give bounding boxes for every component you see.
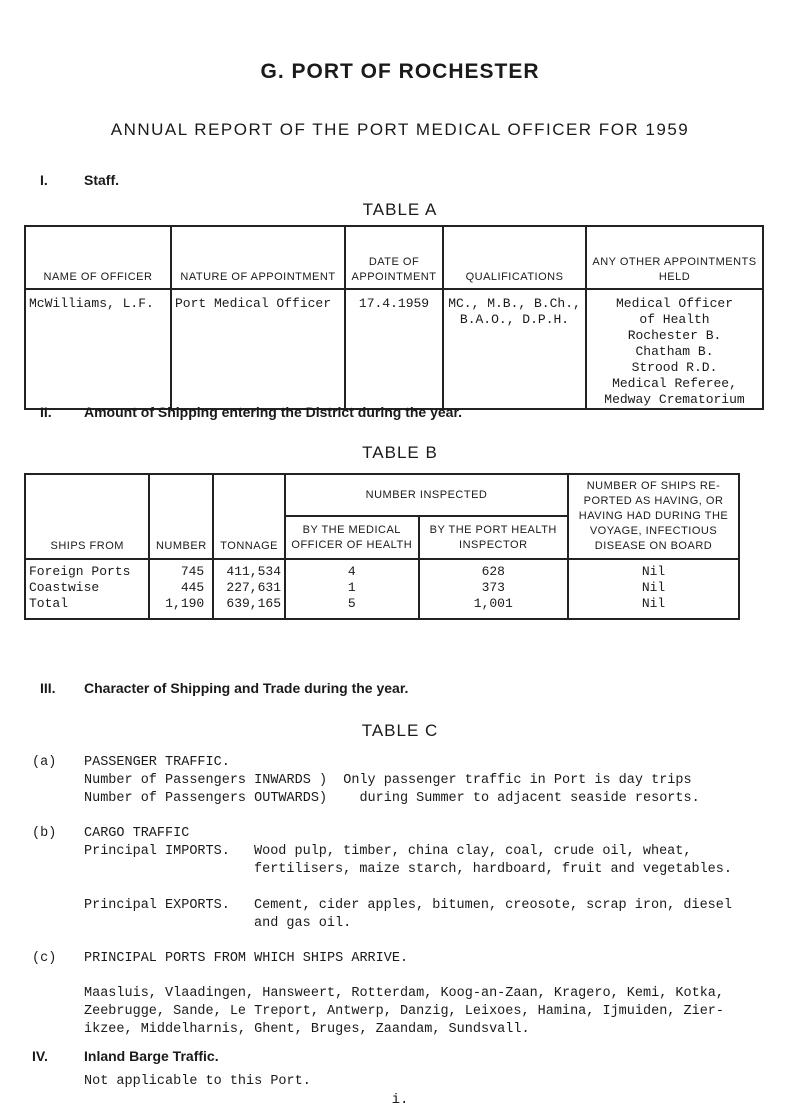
header-name-of-officer: NAME OF OFFICER [25,226,171,289]
number-foreign: 745 [180,564,205,579]
header-number-inspected: NUMBER INSPECTED [285,474,568,516]
section-number: II. [40,404,52,420]
ports-line-1: Maasluis, Vlaadingen, Hansweert, Rotterdam, Koog-an-Zaan, Kragero, Kemi, Kotka, [84,986,725,1001]
page-title: G. PORT OF ROCHESTER [260,60,540,83]
principal-ports-heading: PRINCIPAL PORTS FROM WHICH SHIPS ARRIVE. [84,951,409,966]
section-inland-heading [32,1048,219,1064]
item-a-mark: (a) [32,755,57,770]
tonnage-column [213,559,285,619]
section-title: Character of Shipping and Trade during the year. [84,680,409,696]
section-title: Inland Barge Traffic. [84,1048,219,1064]
table-a-header-row [25,226,763,289]
inland-barge-text: Not applicable to this Port. [84,1074,311,1089]
header-date-of-appointment: DATE OF APPOINTMENT [345,226,443,289]
header-ships-from: SHIPS FROM [25,474,149,559]
officer-name: McWilliams, L.F. [25,289,171,409]
table-b-body [25,559,739,619]
tonnage-foreign: 411,534 [226,564,282,579]
header-by-port-health-inspector: BY THE PORT HEALTH INSPECTOR [419,516,569,559]
other-appointment-line: Strood R.D. [631,360,718,375]
exports-label: Principal EXPORTS. [84,898,230,913]
reported-foreign: Nil [641,564,666,579]
reported-total: Nil [641,596,666,611]
other-appointment-line: Chatham B. [635,344,714,359]
table-row [25,289,763,409]
header-infectious-reported: NUMBER OF SHIPS RE-PORTED AS HAVING, OR HAVING HAD DURING THE VOYAGE, INFECTIOUS DISEASE ON BOARD [568,474,739,559]
imports-line-1: Wood pulp, timber, china clay, coal, crude oil, wheat, [254,844,692,859]
phi-inspected-column [419,559,569,619]
header-other-appointments: ANY OTHER APPOINTMENTS HELD [586,226,763,289]
imports-label: Principal IMPORTS. [84,844,230,859]
number-coastwise: 445 [180,580,205,595]
mo-inspected-total: 5 [347,596,356,611]
item-b-mark: (b) [32,826,57,841]
section-title: Staff. [84,172,119,188]
phi-inspected-total: 1,001 [473,596,513,611]
table-c-label: TABLE C [361,721,439,740]
exports-line-1: Cement, cider apples, bitumen, creosote, scrap iron, diesel [254,898,732,913]
header-by-medical-officer: BY THE MEDICAL OFFICER OF HEALTH [285,516,419,559]
item-c-mark: (c) [32,951,57,966]
passenger-traffic-heading: PASSENGER TRAFFIC. [84,755,230,770]
cargo-traffic-heading: CARGO TRAFFIC [84,826,190,841]
other-appointment-line: Medway Crematorium [604,392,745,407]
header-number: NUMBER [149,474,213,559]
section-title: Amount of Shipping entering the District during the year. [84,404,463,420]
ships-from-coastwise: Coastwise [29,580,100,595]
section-staff-heading [40,172,119,188]
section-number: III. [40,680,56,696]
ships-from-total: Total [29,596,69,611]
table-a-label: TABLE A [362,200,438,219]
section-number: I. [40,172,48,188]
section-shipping-heading [40,404,462,420]
ports-line-3: ikzee, Middelharnis, Ghent, Bruges, Zaandam, Sundsvall. [84,1022,530,1037]
other-appointment-line: Medical Officer [615,296,734,311]
ships-from-column [25,559,149,619]
tonnage-coastwise: 227,631 [226,580,282,595]
tonnage-total: 639,165 [226,596,282,611]
table-b-header-row-1 [25,474,739,516]
mo-inspected-column [285,559,419,619]
other-appointment-line: of Health [639,312,710,327]
imports-line-2: fertilisers, maize starch, hardboard, fruit and vegetables. [254,862,732,877]
ports-line-2: Zeebrugge, Sande, Le Treport, Antwerp, Danzig, Leixoes, Hamina, Ijmuiden, Zier- [84,1004,725,1019]
number-column [149,559,213,619]
page-number: i. [391,1092,409,1108]
other-appointment-line: Medical Referee, [612,376,737,391]
reported-coastwise: Nil [641,580,666,595]
header-qualifications: QUALIFICATIONS [443,226,586,289]
mo-inspected-coastwise: 1 [347,580,356,595]
mo-inspected-foreign: 4 [347,564,356,579]
appointment-date: 17.4.1959 [345,289,443,409]
phi-inspected-foreign: 628 [481,564,505,579]
other-appointments [586,289,763,409]
number-total: 1,190 [165,596,205,611]
report-subtitle: ANNUAL REPORT OF THE PORT MEDICAL OFFICER FOR 1959 [110,120,690,139]
qualifications-line: B.A.O., D.P.H. [459,312,570,327]
table-b [24,473,740,620]
exports-line-2: and gas oil. [254,916,352,931]
section-number: IV. [32,1048,48,1064]
phi-inspected-coastwise: 373 [481,580,505,595]
qualifications [443,289,586,409]
appointment-nature: Port Medical Officer [171,289,345,409]
header-tonnage: TONNAGE [213,474,285,559]
table-b-label: TABLE B [362,443,438,462]
other-appointment-line: Rochester B. [627,328,722,343]
section-character-heading [40,680,408,696]
ships-from-foreign: Foreign Ports [29,564,131,579]
passengers-outwards-line: Number of Passengers OUTWARDS) during Summer to adjacent seaside resorts. [84,791,700,806]
header-nature-of-appointment: NATURE OF APPOINTMENT [171,226,345,289]
reported-column [568,559,739,619]
qualifications-line: MC., M.B., B.Ch., [448,296,581,311]
passengers-inwards-line: Number of Passengers INWARDS ) Only passenger traffic in Port is day trips [84,773,692,788]
table-a [24,225,764,410]
